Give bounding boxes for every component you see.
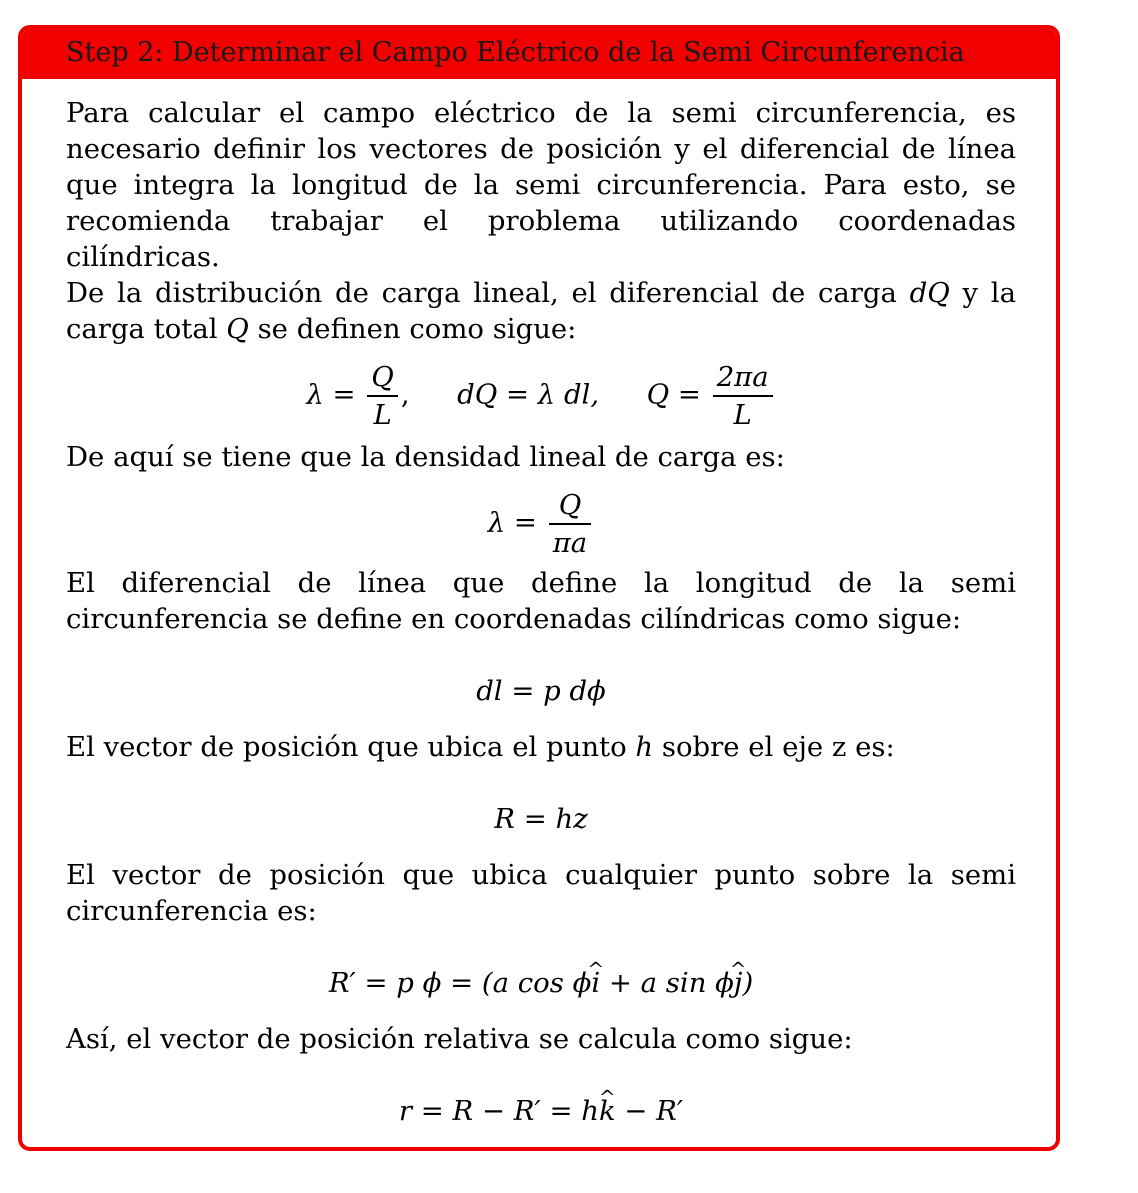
paragraph-charge-distribution: De la distribución de carga lineal, el diferencial de carga dQ y la carga total Q se definen como sigue: (66, 277, 1016, 345)
equation-r: R = hz (494, 803, 588, 835)
fraction-2pia-over-l: $\frac{2\pi a}{L}$ (713, 359, 773, 433)
equation-r-prime: R′ = p ϕ = (a cos ϕi ^ + a sin ϕj ^) (66, 965, 1016, 1001)
paragraph-relative-position: Así, el vector de posición relativa se calcula como sigue: (66, 1023, 853, 1055)
fraction-q-over-l: $\frac{Q}{L}$ (367, 359, 398, 433)
paragraph-intro: Para calcular el campo eléctrico de la semi circunferencia, es necesario definir los vectores de posición y el diferencial de línea que integra la longitud de la semi circunferencia. Para esto, se recomienda trabajar el problema utilizando coordenadas cilíndricas. (66, 97, 1016, 273)
step-content (66, 95, 1016, 1129)
paragraph-linear-density: De aquí se tiene que la densidad lineal de carga es: (66, 441, 785, 473)
step-header (22, 29, 1056, 79)
equation-dl: dl = p dϕ (476, 675, 606, 707)
equation-charge-definitions: λ = $\frac{Q}{L}$ , dQ = λ dl, Q = $\frac{2\pi a}{L}$ (66, 359, 1016, 433)
step-box (18, 25, 1060, 1151)
equation-lambda: λ = $\frac{Q}{\pi a}$ (66, 487, 1016, 561)
fraction-q-over-pia: $\frac{Q}{\pi a}$ (549, 487, 591, 561)
paragraph-position-semicircle: El vector de posición que ubica cualquier punto sobre la semi circunferencia es: (66, 859, 1016, 927)
step-title: Step 2: Determinar el Campo Eléctrico de la Semi Circunferencia (66, 37, 965, 68)
paragraph-line-differential: El diferencial de línea que define la longitud de la semi circunferencia se define en coordenadas cilíndricas como sigue: (66, 567, 1016, 635)
equation-relative-r: r = R − R′ = hk ^ − R′ (66, 1093, 1016, 1129)
paragraph-position-h: El vector de posición que ubica el punto h sobre el eje z es: (66, 731, 895, 763)
